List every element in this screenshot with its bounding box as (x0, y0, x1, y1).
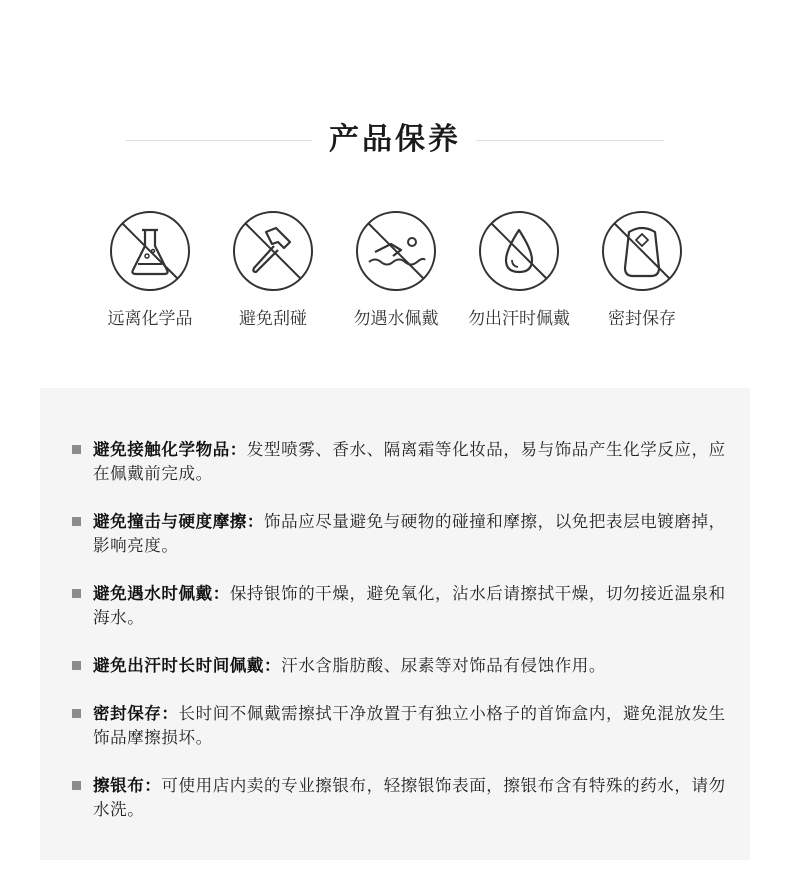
ring-prohibited-icon (601, 210, 683, 292)
icon-item-sealed (582, 210, 702, 330)
care-item-sweat (72, 654, 732, 678)
icon-item-sweat (459, 210, 579, 330)
icon-item-scratch (213, 210, 333, 330)
title-divider-right (476, 140, 664, 141)
care-item-water (72, 582, 732, 630)
icon-label: 勿遇水佩戴 (353, 309, 439, 329)
care-item-title: 避免遇水时佩戴： (93, 584, 230, 603)
care-item-impact (72, 510, 732, 558)
care-item-text: 发型喷雾、香水、隔离霜等化妆品，易与饰品产生化学反应，应在佩戴前完成。 (93, 440, 726, 483)
icon-item-chemicals (90, 210, 210, 330)
care-item-chemicals (72, 438, 732, 486)
care-item-text: 饰品应尽量避免与硬物的碰撞和摩擦，以免把表层电镀磨掉，影响亮度。 (93, 512, 726, 555)
care-item-text: 保持银饰的干燥，避免氧化，沾水后请擦拭干燥，切勿接近温泉和海水。 (93, 584, 726, 627)
care-item-title: 避免撞击与硬度摩擦： (93, 512, 264, 531)
care-item-title: 擦银布： (93, 776, 162, 795)
icon-item-water (336, 210, 456, 330)
care-item-title: 避免接触化学物品： (93, 440, 247, 459)
care-instructions-panel (40, 388, 750, 860)
flask-prohibited-icon (109, 210, 191, 292)
bullet-icon (72, 445, 81, 454)
care-icons-row (0, 210, 790, 340)
icon-label: 勿出汗时佩戴 (468, 309, 570, 329)
page-title: 产品保养 (329, 122, 461, 157)
bullet-icon (72, 517, 81, 526)
care-item-title: 避免出汗时长时间佩戴： (93, 656, 282, 675)
care-item-text: 汗水含脂肪酸、尿素等对饰品有侵蚀作用。 (281, 656, 607, 675)
drop-prohibited-icon (478, 210, 560, 292)
icon-label: 避免刮碰 (239, 309, 307, 329)
swimmer-prohibited-icon (355, 210, 437, 292)
care-item-storage (72, 702, 732, 750)
bullet-icon (72, 709, 81, 718)
hammer-prohibited-icon (232, 210, 314, 292)
care-item-text: 长时间不佩戴需擦拭干净放置于有独立小格子的首饰盒内，避免混放发生饰品摩擦损坏。 (93, 704, 726, 747)
icon-label: 密封保存 (608, 309, 676, 329)
bullet-icon (72, 589, 81, 598)
care-item-title: 密封保存： (93, 704, 179, 723)
bullet-icon (72, 781, 81, 790)
care-item-text: 可使用店内卖的专业擦银布，轻擦银饰表面，擦银布含有特殊的药水，请勿水洗。 (93, 776, 726, 819)
bullet-icon (72, 661, 81, 670)
icon-label: 远离化学品 (107, 309, 193, 329)
care-item-cloth (72, 774, 732, 822)
section-header (0, 118, 790, 162)
